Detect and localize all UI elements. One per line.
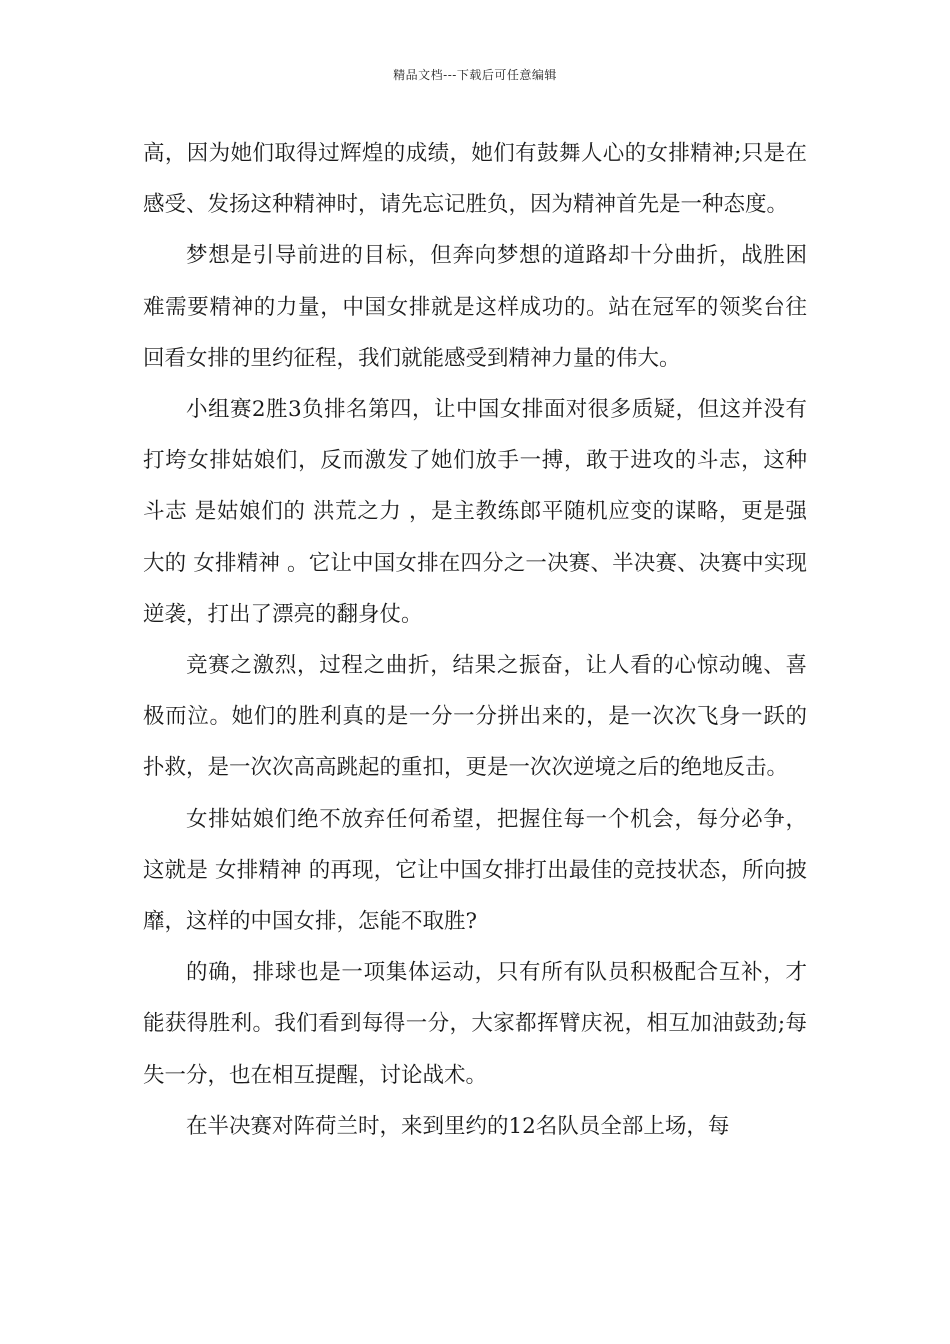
document-body [143, 128, 807, 1152]
paragraph-2: 梦想是引导前进的目标，但奔向梦想的道路却十分曲折，战胜困难需要精神的力量，中国女排就是这样成功的。站在冠军的领奖台往回看女排的里约征程，我们就能感受到精神力量的伟大。 [143, 243, 807, 371]
paragraph-1: 高，因为她们取得过辉煌的成绩，她们有鼓舞人心的女排精神;只是在感受、发扬这种精神时，请先忘记胜负，因为精神首先是一种态度。 [143, 141, 807, 218]
paragraph-4: 竞赛之激烈，过程之曲折，结果之振奋，让人看的心惊动魄、喜极而泣。她们的胜利真的是一分一分拼出来的，是一次次飞身一跃的扑救，是一次次高高跳起的重扣，更是一次次逆境之后的绝地反击。 [143, 653, 807, 781]
page-header: 精品文档---下载后可任意编辑 [393, 68, 557, 82]
paragraph-5: 女排姑娘们绝不放弃任何希望，把握住每一个机会，每分必争，这就是 女排精神 的再现，它让中国女排打出最佳的竞技状态，所向披靡，这样的中国女排，怎能不取胜? [143, 806, 807, 935]
paragraph-6: 的确，排球也是一项集体运动，只有所有队员积极配合互补，才能获得胜利。我们看到每得一分，大家都挥臂庆祝，相互加油鼓劲;每失一分，也在相互提醒，讨论战术。 [143, 960, 807, 1088]
paragraph-7: 在半决赛对阵荷兰时，来到里约的12名队员全部上场，每 [186, 1113, 730, 1139]
paragraph-3: 小组赛2胜3负排名第四，让中国女排面对很多质疑，但这并没有打垮女排姑娘们，反而激发了她们放手一搏，敢于进攻的斗志，这种 斗志 是姑娘们的 洪荒之力 ，是主教练郎平随机应变的谋略，更是强大的 女排精神 。它让中国女排在四分之一决赛、半决赛、决赛中实现逆袭，打出了漂亮的翻身仗。 [143, 397, 807, 627]
